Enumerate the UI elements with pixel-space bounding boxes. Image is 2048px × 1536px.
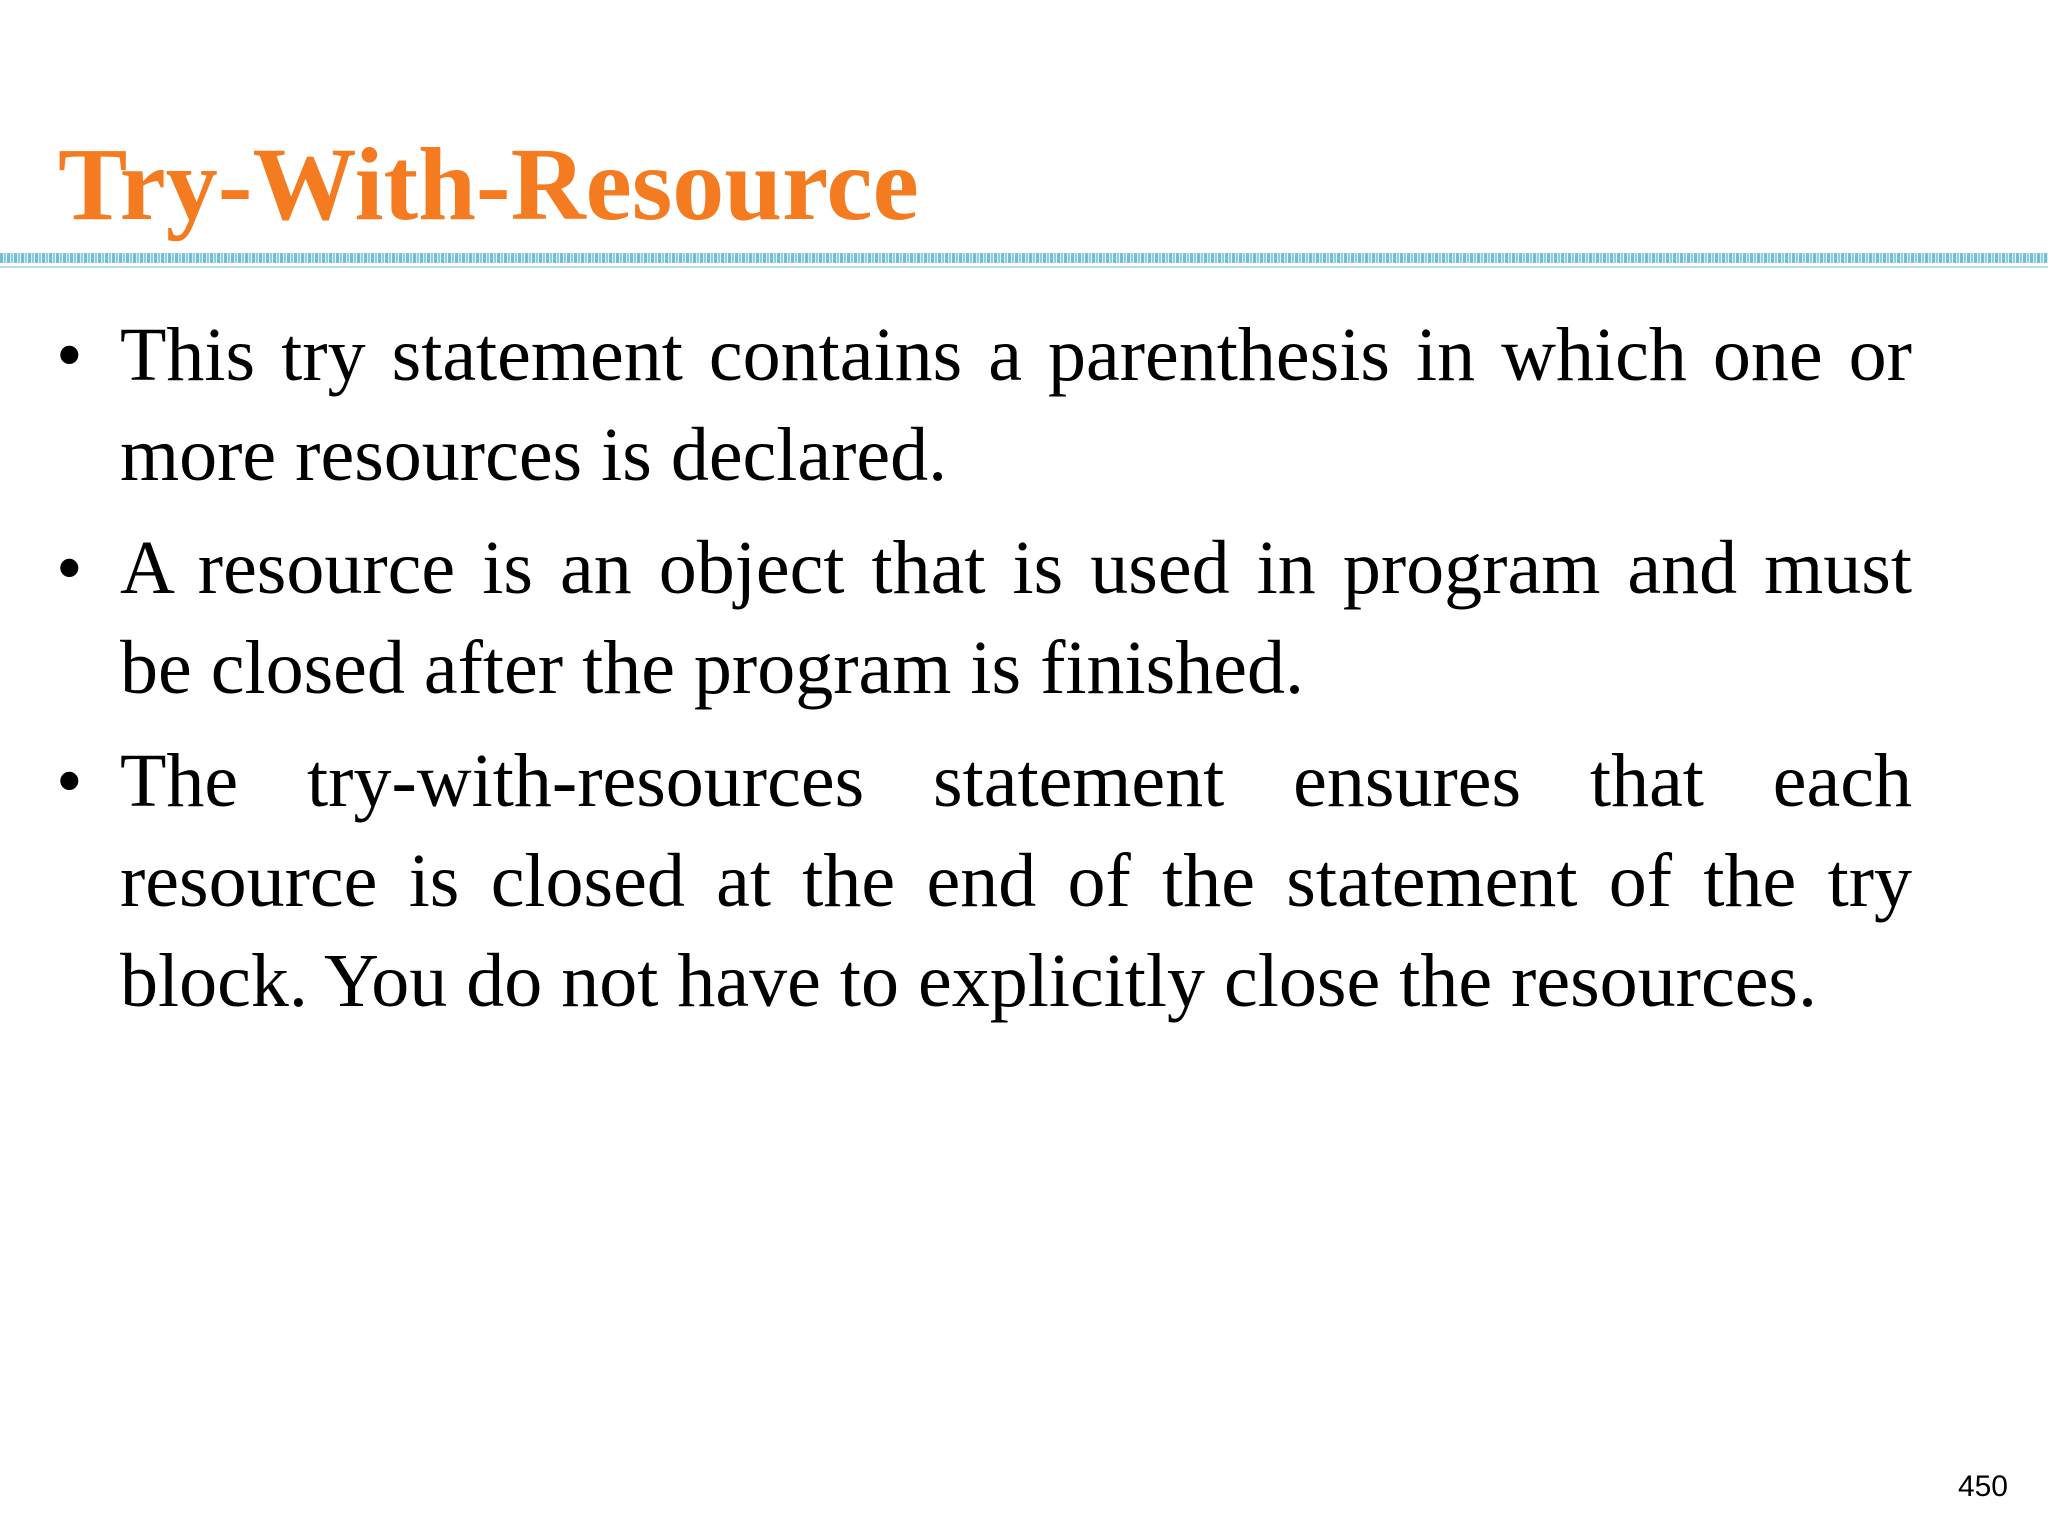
bullet-dot-icon: • — [56, 526, 83, 610]
bullet-dot-icon: • — [56, 739, 83, 823]
bullet-item — [50, 731, 1912, 1031]
title-divider — [0, 253, 2048, 263]
bullet-list — [50, 305, 1912, 1044]
bullet-item — [50, 305, 1912, 505]
bullet-dot-icon: • — [56, 313, 83, 397]
bullet-text: A resource is an object that is used in program and must be closed after the program is finished. — [120, 526, 1912, 710]
bullet-text: This try statement contains a parenthesis in which one or more resources is declared. — [120, 313, 1912, 497]
bullet-item — [50, 518, 1912, 718]
slide-title: Try-With-Resource — [58, 127, 919, 242]
page-number: 450 — [1957, 1470, 2008, 1503]
title-divider-line — [0, 266, 2048, 268]
bullet-text: The try-with-resources statement ensures that each resource is closed at the end of the statement of the try block. You do not have to explicitly close the resources. — [120, 739, 1912, 1023]
